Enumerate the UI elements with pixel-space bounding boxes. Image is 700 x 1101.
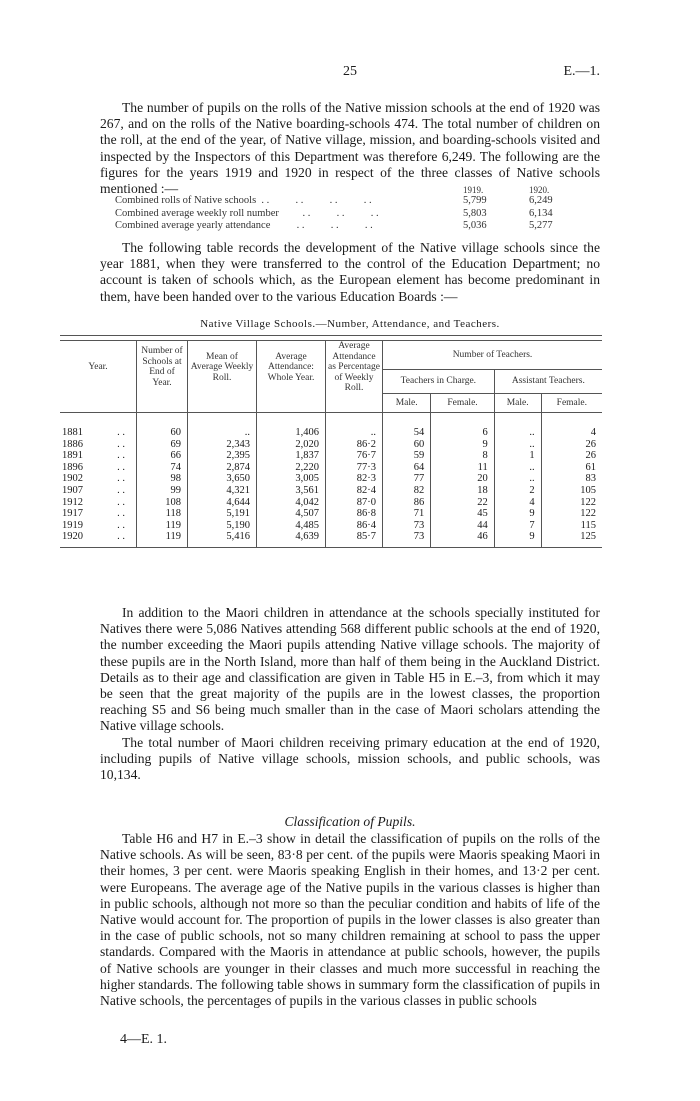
- cell-schools: 98: [137, 473, 188, 485]
- table-row: [60, 508, 602, 520]
- leader-dots: . . . . . .: [278, 207, 379, 219]
- leader-dots: . .: [117, 427, 125, 438]
- cell-assistant-male: ..: [494, 473, 541, 485]
- cell-assistant-male: 7: [494, 520, 541, 532]
- cell-percentage: 77·3: [326, 462, 383, 474]
- col-header-male: Male.: [383, 394, 431, 413]
- cell-in-charge-male: 71: [383, 508, 431, 520]
- year-label: 1886: [62, 438, 83, 450]
- cell-assistant-male: 9: [494, 531, 541, 547]
- year-label: 1907: [62, 484, 83, 496]
- cell-in-charge-male: 54: [383, 427, 431, 439]
- paragraph-public-schools: [100, 605, 600, 783]
- cell-in-charge-male: 86: [383, 497, 431, 509]
- cell-in-charge-male: 73: [383, 520, 431, 532]
- col-header-percentage: Average Attendance as Percentage of Weekly Roll.: [326, 341, 383, 394]
- cell-in-charge-female: 11: [431, 462, 494, 474]
- cell-schools: 108: [137, 497, 188, 509]
- row-year: [60, 427, 137, 439]
- table-row: [60, 520, 602, 532]
- cell-mean-roll: 5,190: [188, 520, 257, 532]
- leader-dots: . .: [117, 496, 125, 508]
- col-header-mean-roll: Mean of Average Weekly Roll.: [188, 341, 257, 394]
- row-year: [60, 462, 137, 474]
- cell-mean-roll: 2,395: [188, 450, 257, 462]
- table-title: Native Village Schools.—Number, Attendance, and Teachers.: [200, 318, 500, 330]
- cell-mean-roll: 5,191: [188, 508, 257, 520]
- document-reference: E.—1.: [563, 64, 600, 79]
- cell-schools: 60: [137, 427, 188, 439]
- cell-in-charge-female: 18: [431, 485, 494, 497]
- cell-in-charge-male: 73: [383, 531, 431, 547]
- cell-in-charge-female: 9: [431, 439, 494, 451]
- col-header-male: Male.: [494, 394, 541, 413]
- row-year: [60, 439, 137, 451]
- cell-in-charge-female: 8: [431, 450, 494, 462]
- year-label: 1917: [62, 508, 83, 520]
- cell-avg-attendance: 1,406: [257, 427, 326, 439]
- col-header-female: Female.: [431, 394, 494, 413]
- native-village-schools-table: [60, 340, 602, 548]
- cell-schools: 118: [137, 508, 188, 520]
- cell-in-charge-male: 59: [383, 450, 431, 462]
- cell-avg-attendance: 4,639: [257, 531, 326, 547]
- cell-assistant-female: 26: [541, 439, 602, 451]
- col-header-year: Year.: [60, 341, 137, 394]
- figure-1919: 5,036: [463, 220, 487, 231]
- cell-avg-attendance: 2,220: [257, 462, 326, 474]
- cell-assistant-male: ..: [494, 462, 541, 474]
- combined-figures-row: [115, 208, 605, 221]
- cell-assistant-female: 61: [541, 462, 602, 474]
- paragraph-mission-schools: [100, 100, 600, 197]
- cell-percentage: 86·8: [326, 508, 383, 520]
- row-year: [60, 508, 137, 520]
- cell-mean-roll: ..: [188, 427, 257, 439]
- cell-mean-roll: 4,321: [188, 485, 257, 497]
- col-header-in-charge: Teachers in Charge.: [383, 369, 495, 393]
- cell-avg-attendance: 4,042: [257, 497, 326, 509]
- cell-assistant-female: 105: [541, 485, 602, 497]
- cell-schools: 74: [137, 462, 188, 474]
- cell-assistant-female: 26: [541, 450, 602, 462]
- cell-assistant-male: 2: [494, 485, 541, 497]
- figure-1920: 6,249: [529, 195, 553, 206]
- col-header-assistant: Assistant Teachers.: [494, 369, 602, 393]
- combined-figures-header: [115, 186, 605, 195]
- combined-figures-row: [115, 220, 605, 233]
- cell-mean-roll: 3,650: [188, 473, 257, 485]
- year-label: 1912: [62, 496, 83, 508]
- leader-dots: . .: [117, 450, 125, 462]
- cell-schools: 69: [137, 439, 188, 451]
- cell-percentage: 86·4: [326, 520, 383, 532]
- cell-in-charge-female: 22: [431, 497, 494, 509]
- leader-dots: . .: [117, 531, 125, 543]
- cell-schools: 99: [137, 485, 188, 497]
- cell-in-charge-female: 6: [431, 427, 494, 439]
- figure-1919: 5,799: [463, 195, 487, 206]
- figure-label: Combined average yearly attendance: [115, 220, 271, 231]
- paragraph-table-intro: [100, 240, 600, 305]
- table-row: [60, 427, 602, 439]
- cell-assistant-female: 115: [541, 520, 602, 532]
- cell-in-charge-male: 77: [383, 473, 431, 485]
- cell-avg-attendance: 4,485: [257, 520, 326, 532]
- row-year: [60, 473, 137, 485]
- leader-dots: . .: [117, 473, 125, 485]
- row-year: [60, 520, 137, 532]
- figure-label: Combined rolls of Native schools: [115, 195, 257, 206]
- year-label: 1920: [62, 531, 83, 543]
- page-footer: 4—E. 1.: [120, 1032, 168, 1047]
- col-header-teachers: Number of Teachers.: [383, 341, 603, 370]
- cell-avg-attendance: 2,020: [257, 439, 326, 451]
- year-label: 1891: [62, 450, 83, 462]
- table-row: [60, 473, 602, 485]
- year-label: 1902: [62, 473, 83, 485]
- leader-dots: . . . . . .: [270, 220, 373, 231]
- cell-percentage: ..: [326, 427, 383, 439]
- cell-percentage: 87·0: [326, 497, 383, 509]
- cell-in-charge-male: 64: [383, 462, 431, 474]
- year-label: 1919: [62, 519, 83, 531]
- row-year: [60, 450, 137, 462]
- col-header-schools: Number of Schools at End of Year.: [137, 341, 188, 394]
- year-1920-label: 1920.: [529, 185, 550, 195]
- cell-assistant-female: 4: [541, 427, 602, 439]
- cell-mean-roll: 5,416: [188, 531, 257, 547]
- leader-dots: . .: [117, 519, 125, 531]
- row-year: [60, 485, 137, 497]
- cell-percentage: 85·7: [326, 531, 383, 547]
- paragraph-text: The number of pupils on the rolls of the Native mission schools at the end of 1920 was 267, and on the rolls of the Native boarding-schools 474. The total number of children on the roll, at the end of the year, of Native village, mission, and boarding-schools visited and inspected by the Inspectors of this Department was therefore 6,249. The following are the figures for the years 1919 and 1920 in respect of the three classes of Native schools mentioned :—: [100, 100, 600, 197]
- figure-1920: 5,277: [529, 220, 553, 231]
- leader-dots: . . . . . . . .: [256, 195, 372, 206]
- figure-1920: 6,134: [529, 207, 553, 219]
- cell-avg-attendance: 3,561: [257, 485, 326, 497]
- cell-avg-attendance: 1,837: [257, 450, 326, 462]
- combined-figures-list: [115, 186, 605, 233]
- cell-in-charge-female: 46: [431, 531, 494, 547]
- row-year: [60, 531, 137, 547]
- cell-avg-attendance: 4,507: [257, 508, 326, 520]
- leader-dots: . .: [117, 508, 125, 520]
- paragraph-text: In addition to the Maori children in attendance at the schools specially instituted for Natives there were 5,086 Natives attending 568 different public schools at the end of 1920, the number exceeding the Maori pupils attending Native village schools. The majority of these pupils are in the North Island, more than half of them being in the Auckland District. Details as to their age and classification are given in Table H5 in E.–3, from which it may be seen that the great majority of the pupils are in the lowest classes, the proportion reaching S5 and S6 being much smaller than in the case of Maori scholars attending the Native village schools.: [100, 605, 600, 734]
- cell-assistant-female: 125: [541, 531, 602, 547]
- row-year: [60, 497, 137, 509]
- table-row: [60, 462, 602, 474]
- combined-figures-row: [115, 195, 605, 208]
- cell-percentage: 82·3: [326, 473, 383, 485]
- cell-in-charge-male: 82: [383, 485, 431, 497]
- year-label: 1881: [62, 427, 83, 438]
- figure-label: Combined average weekly roll number: [115, 207, 279, 219]
- cell-mean-roll: 2,874: [188, 462, 257, 474]
- cell-in-charge-female: 45: [431, 508, 494, 520]
- leader-dots: . .: [117, 438, 125, 450]
- cell-assistant-female: 122: [541, 497, 602, 509]
- page-number: 25: [343, 64, 357, 79]
- col-header-female: Female.: [541, 394, 602, 413]
- table-row: [60, 450, 602, 462]
- cell-assistant-female: 83: [541, 473, 602, 485]
- leader-dots: . .: [117, 484, 125, 496]
- cell-mean-roll: 2,343: [188, 439, 257, 451]
- cell-schools: 119: [137, 520, 188, 532]
- cell-assistant-male: ..: [494, 427, 541, 439]
- table-row: [60, 485, 602, 497]
- cell-mean-roll: 4,644: [188, 497, 257, 509]
- cell-assistant-female: 122: [541, 508, 602, 520]
- cell-in-charge-male: 60: [383, 439, 431, 451]
- year-1919-label: 1919.: [463, 185, 484, 195]
- cell-assistant-male: ..: [494, 439, 541, 451]
- cell-percentage: 86·2: [326, 439, 383, 451]
- table-row: [60, 531, 602, 547]
- cell-assistant-male: 9: [494, 508, 541, 520]
- table-row: [60, 497, 602, 509]
- cell-in-charge-female: 20: [431, 473, 494, 485]
- cell-avg-attendance: 3,005: [257, 473, 326, 485]
- table-top-rule: [60, 335, 602, 336]
- year-label: 1896: [62, 461, 83, 473]
- leader-dots: . .: [117, 461, 125, 473]
- cell-schools: 66: [137, 450, 188, 462]
- paragraph-text: The following table records the development of the Native village schools since the year 1881, when they were transferred to the control of the Education Department; no account is taken of schools which, as the European element has become predominant in them, have been handed over to the various Education Boards :—: [100, 240, 600, 304]
- cell-assistant-male: 4: [494, 497, 541, 509]
- table-row: [60, 439, 602, 451]
- cell-in-charge-female: 44: [431, 520, 494, 532]
- cell-percentage: 82·4: [326, 485, 383, 497]
- cell-schools: 119: [137, 531, 188, 547]
- cell-percentage: 76·7: [326, 450, 383, 462]
- figure-1919: 5,803: [463, 207, 487, 219]
- paragraph-text: The total number of Maori children receiving primary education at the end of 1920, including pupils of Native village schools, mission schools, and public schools, was 10,134.: [100, 734, 600, 783]
- cell-assistant-male: 1: [494, 450, 541, 462]
- section-heading: Classification of Pupils.: [284, 814, 416, 829]
- paragraph-text: Table H6 and H7 in E.–3 show in detail the classification of pupils on the rolls of the Native schools. As will be seen, 83·8 per cent. of the pupils were Maoris speaking Maori in their homes, 3 per cent. were Maoris speaking English in their homes, and 13·2 per cent. were Europeans. The average age of the Native pupils in the various classes is higher than in public schools, although not more so than the peculiar condition and habits of life of the Native would account for. The proportion of pupils in the lower classes is also greater than in the case of public schools, not so many children remaining at school to pass the upper standards. Compared with the Maoris in attendance at public schools, however, the pupils of Native schools are younger in their classes and much more successful in reaching the higher standards. The following table shows in summary form the classification of pupils in Native schools, the percentages of pupils in the various classes in public schools: [100, 831, 600, 1009]
- col-header-avg-attendance: Average Attendance: Whole Year.: [257, 341, 326, 394]
- paragraph-classification: [100, 831, 600, 1009]
